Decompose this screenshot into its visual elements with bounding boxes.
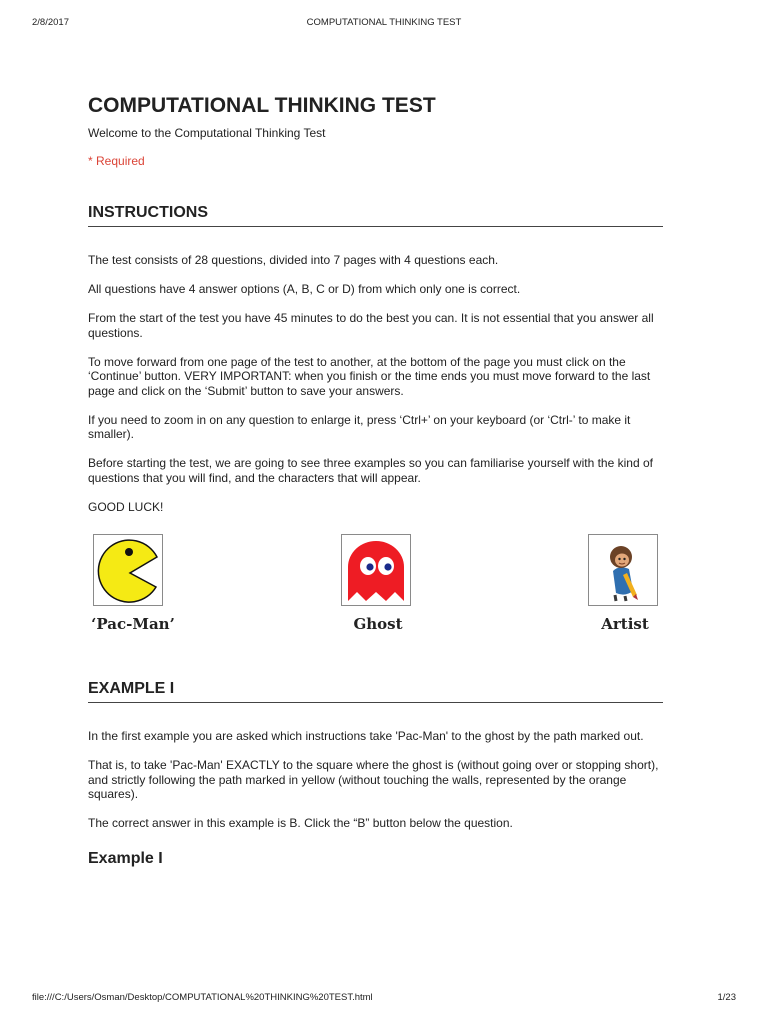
page-number: 1/23 xyxy=(717,992,736,1003)
character-gallery xyxy=(88,534,663,649)
instruction-paragraph: From the start of the test you have 45 minutes to do the best you can. It is not essential that you answer all questions. xyxy=(88,311,654,340)
file-path: file:///C:/Users/Osman/Desktop/COMPUTATIONAL%20THINKING%20TEST.html xyxy=(32,992,373,1003)
form-title: COMPUTATIONAL THINKING TEST xyxy=(88,94,436,117)
print-title: COMPUTATIONAL THINKING TEST xyxy=(306,17,462,28)
pacman-icon xyxy=(93,534,163,606)
print-date: 2/8/2017 xyxy=(32,17,69,28)
example-paragraph: The correct answer in this example is B. Click the “B” button below the question. xyxy=(88,816,513,830)
print-footer xyxy=(32,992,736,1006)
form-description: Welcome to the Computational Thinking Test xyxy=(88,126,326,140)
instruction-paragraph: To move forward from one page of the test to another, at the bottom of the page you must click on the ‘Continue’ button. VERY IMPORTANT: when you finish or the time ends you must move forward to the last page and click on the ‘Submit’ button to save your answers. xyxy=(88,354,651,398)
instruction-paragraph: If you need to zoom in on any question to enlarge it, press ‘Ctrl+’ on your keyboard (or ‘Ctrl-’ to make it smaller). xyxy=(88,412,631,441)
instruction-paragraph: The test consists of 28 questions, divided into 7 pages with 4 questions each. xyxy=(88,253,499,267)
form-content xyxy=(88,92,663,869)
artist-icon xyxy=(588,534,658,606)
character-pacman xyxy=(88,534,178,633)
instruction-paragraph: All questions have 4 answer options (A, B, C or D) from which only one is correct. xyxy=(88,282,521,296)
character-ghost xyxy=(333,534,423,633)
ghost-icon xyxy=(341,534,411,606)
example-heading: EXAMPLE I xyxy=(88,679,663,703)
question-title: Example I xyxy=(88,849,163,867)
required-note: * Required xyxy=(88,154,145,168)
ghost-caption: Ghost xyxy=(353,615,403,633)
instruction-paragraph: Before starting the test, we are going to see three examples so you can familiarise yourself with the kind of questions that you will find, and the characters that will appear. xyxy=(88,456,653,485)
instructions-heading: INSTRUCTIONS xyxy=(88,203,663,227)
artist-caption: Artist xyxy=(601,615,649,633)
example-paragraph: That is, to take 'Pac-Man' EXACTLY to the square where the ghost is (without going over or stopping short), and strictly following the path marked in yellow (without touching the walls, represented by the orange squares). xyxy=(88,758,659,801)
example-paragraph: In the first example you are asked which instructions take 'Pac-Man' to the ghost by the path marked out. xyxy=(88,729,644,743)
good-luck-text: GOOD LUCK! xyxy=(88,499,164,514)
character-artist xyxy=(580,534,670,633)
pacman-caption: ‘Pac-Man’ xyxy=(91,615,175,633)
print-header xyxy=(32,17,736,31)
